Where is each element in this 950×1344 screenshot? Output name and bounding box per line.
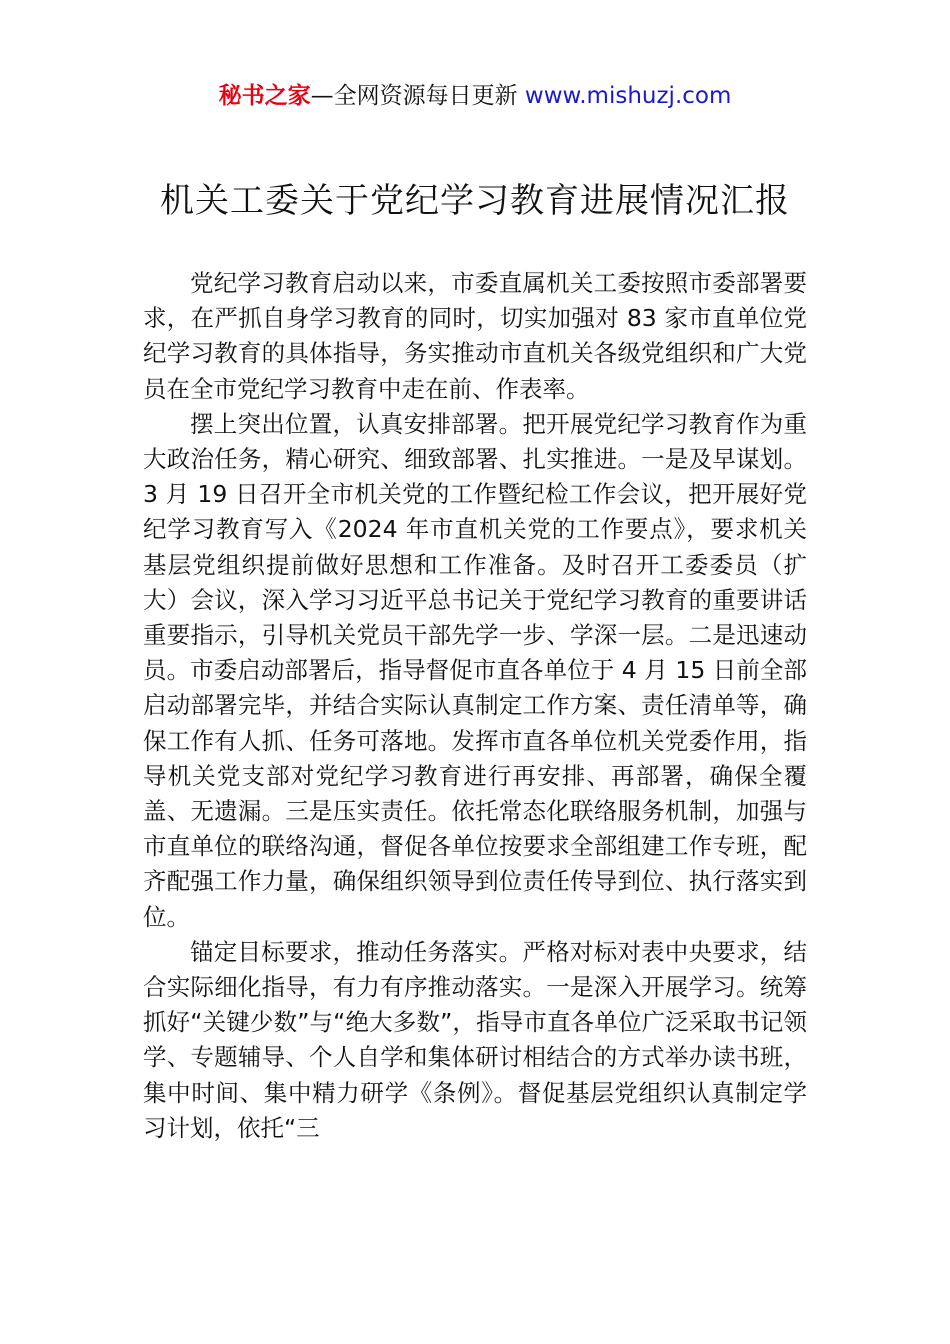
site-brand: 秘书之家: [218, 83, 311, 109]
site-url-link[interactable]: www.mishuzj.com: [524, 83, 732, 109]
paragraph-intro: 党纪学习教育启动以来，市委直属机关工委按照市委部署要求，在严抓自身学习教育的同时，切实加强对 83 家市直单位党纪学习教育的具体指导，务实推动市直机关各级党组织和广大党员在全市党纪学习教育中走在前、作表率。: [143, 269, 807, 403]
document-body: [143, 266, 807, 1146]
site-header: [0, 80, 950, 112]
site-tagline: —全网资源每日更新: [310, 83, 518, 109]
paragraph-targets: 锚定目标要求，推动任务落实。严格对标对表中央要求，结合实际细化指导，有力有序推动落实。一是深入开展学习。统筹抓好“关键少数”与“绝大多数”，指导市直各单位广泛采取书记领学、专题辅导、个人自学和集体研讨相结合的方式举办读书班，集中时间、集中精力研学《条例》。督促基层党组织认真制定学习计划，依托“三: [143, 937, 807, 1142]
paragraph-deployment: 摆上突出位置，认真安排部署。把开展党纪学习教育作为重大政治任务，精心研究、细致部署、扎实推进。一是及早谋划。3 月 19 日召开全市机关党的工作暨纪检工作会议，把开展好党纪学习教育写入《2024 年市直机关党的工作要点》，要求机关基层党组织提前做好思想和工作准备。及时召开工委委员（扩大）会议，深入学习习近平总书记关于党纪学习教育的重要讲话重要指示，引导机关党员干部先学一步、学深一层。二是迅速动员。市委启动部署后，指导督促市直各单位于 4 月 15 日前全部启动部署完毕，并结合实际认真制定工作方案、责任清单等，确保工作有人抓、任务可落地。发挥市直各单位机关党委作用，指导机关党支部对党纪学习教育进行再安排、再部署，确保全覆盖、无遗漏。三是压实责任。依托常态化联络服务机制，加强与市直单位的联络沟通，督促各单位按要求全部组建工作专班，配齐配强工作力量，确保组织领导到位责任传导到位、执行落实到位。: [143, 409, 807, 931]
document-title: 机关工委关于党纪学习教育进展情况汇报: [160, 181, 790, 221]
